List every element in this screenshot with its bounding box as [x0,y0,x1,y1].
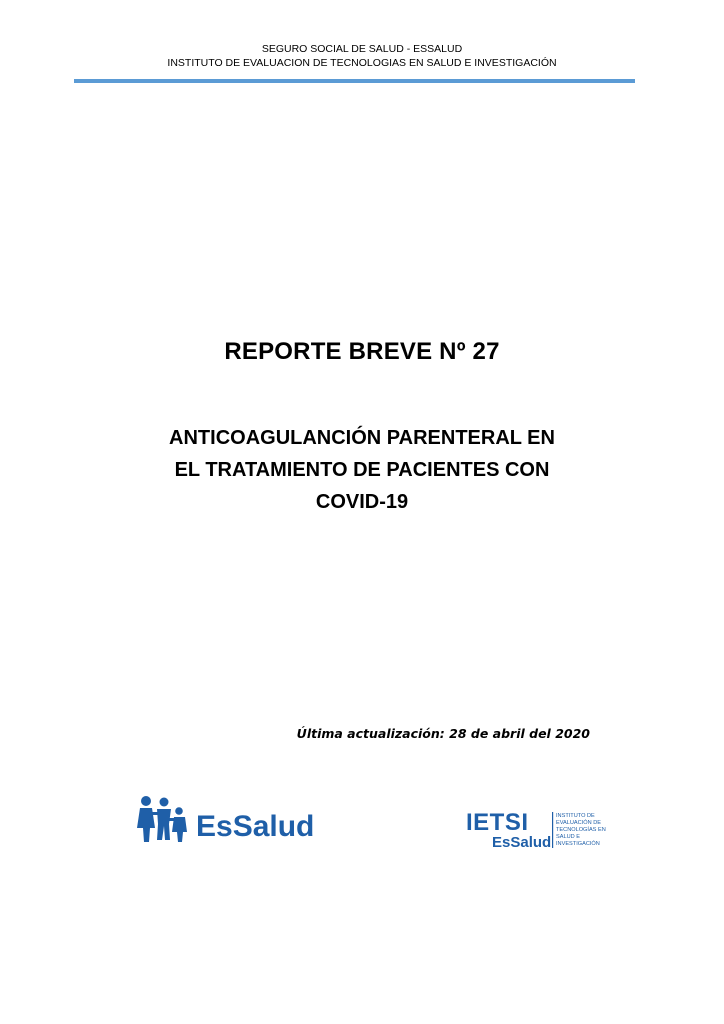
header-institute: INSTITUTO DE EVALUACION DE TECNOLOGIAS EN SALUD E INVESTIGACIÓN [167,57,557,69]
family-figures-icon [137,796,187,842]
report-title: REPORTE BREVE Nº 27 [224,338,500,365]
subject-line: EL TRATAMIENTO DE PACIENTES CON [174,459,550,481]
svg-text:SALUD E: SALUD E [556,834,580,840]
header-divider [74,79,635,83]
essalud-logo [136,794,336,846]
header-organization: SEGURO SOCIAL DE SALUD - ESSALUD [261,43,463,55]
svg-text:EVALUACIÓN DE: EVALUACIÓN DE [556,820,601,826]
ietsi-sub-wordmark: EsSalud [492,834,552,851]
svg-text:TECNOLOGÍAS EN: TECNOLOGÍAS EN [556,827,606,833]
svg-text:INVESTIGACIÓN: INVESTIGACIÓN [556,841,600,847]
subject-line: COVID-19 [315,491,409,513]
ietsi-divider [552,812,553,848]
essalud-wordmark: EsSalud [196,810,315,843]
report-subject [110,422,614,518]
last-update-date: Última actualización: 28 de abril del 2020 [296,726,590,741]
svg-text:INSTITUTO DE: INSTITUTO DE [556,813,595,819]
subject-line: ANTICOAGULANCIÓN PARENTERAL EN [169,427,555,449]
page-header [0,42,724,70]
ietsi-acronym: IETSI [466,809,529,836]
ietsi-description [556,813,606,847]
ietsi-logo [466,806,626,854]
